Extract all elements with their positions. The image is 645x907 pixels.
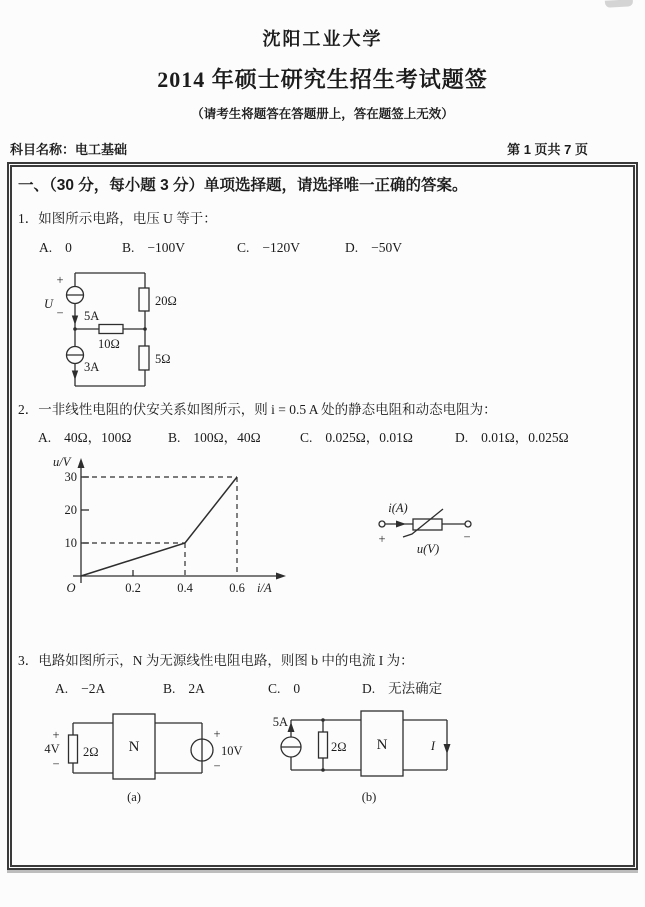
q3a-caption: (a) xyxy=(127,790,141,805)
question-3-text: 3．电路如图所示，N 为无源线性电阻电路，则图 b 中的电流 I 为： xyxy=(18,652,414,668)
page-number: 第 1 页共 7 页 xyxy=(507,142,588,157)
q1-current-source-3a-icon xyxy=(67,346,84,380)
q3a-source-plus: + xyxy=(213,727,221,742)
q3b-source-current-label: 5A xyxy=(272,715,288,730)
q1-source-u-label: U xyxy=(44,296,54,311)
q3a-source-label: 10V xyxy=(221,744,243,759)
q3-option-c: C. 0 xyxy=(268,681,301,697)
q3a-plus-label: + xyxy=(52,728,60,743)
q3-option-a: A. −2A xyxy=(55,681,106,697)
q3b-resistor-label: 2Ω xyxy=(331,740,347,755)
q3-option-b: B. 2A xyxy=(163,681,205,697)
q1-option-b: B. −100V xyxy=(122,239,186,255)
question-1-options xyxy=(12,238,625,257)
q3b-out-current-label: I xyxy=(430,739,436,754)
q3b-node-top xyxy=(321,718,325,722)
q2-device-minus: − xyxy=(463,529,471,544)
q1-option-d: D. −50V xyxy=(345,239,402,255)
q2-option-a: A. 40Ω，100Ω xyxy=(38,429,132,445)
page-header xyxy=(0,0,645,124)
q2-ytick-10: 10 xyxy=(64,535,77,550)
q3a-network-label: N xyxy=(128,739,140,756)
q2-xtick-04: 0.4 xyxy=(177,580,193,595)
q3b-resistor-icon xyxy=(319,732,328,758)
question-3 xyxy=(12,651,625,806)
q1-plus-label: + xyxy=(56,272,64,287)
q3a-resistor-icon xyxy=(69,735,78,763)
q1-option-a: A. 0 xyxy=(39,239,72,255)
question-2 xyxy=(12,400,625,605)
q3-option-d: D. 无法确定 xyxy=(362,681,443,697)
exam-note: （请考生将题答在答题册上，答在题签上无效） xyxy=(191,107,454,121)
q3-circuit-a-diagram xyxy=(40,706,250,806)
q2-option-d: D. 0.01Ω，0.025Ω xyxy=(455,429,569,445)
q1-circuit-diagram xyxy=(40,263,250,395)
q2-origin-label: O xyxy=(66,580,76,595)
question-3-options xyxy=(12,679,625,698)
q2-xtick-06: 0.6 xyxy=(229,580,245,595)
q2-ytick-30: 30 xyxy=(64,469,77,484)
q1-resistor-top-label: 20Ω xyxy=(155,293,177,308)
q2-device-voltage-label: u(V) xyxy=(416,541,440,556)
q3a-resistor-label: 2Ω xyxy=(83,745,99,760)
question-1 xyxy=(12,209,625,394)
q1-minus-label: − xyxy=(56,305,64,320)
q1-current2-label: 3A xyxy=(84,359,100,374)
q1-current1-label: 5A xyxy=(84,308,100,323)
q3a-voltage-label: 4V xyxy=(44,742,60,757)
q2-device-plus: + xyxy=(378,531,386,546)
university-name: 沈阳工业大学 xyxy=(262,29,383,49)
q2-vi-characteristic-graph xyxy=(45,453,315,605)
meta-row xyxy=(0,140,645,162)
q2-nonlinear-resistor-symbol xyxy=(365,499,500,561)
q2-xlabel: i/A xyxy=(257,580,272,595)
q2-device-current-label: i(A) xyxy=(388,500,408,515)
content-box xyxy=(7,162,638,870)
exam-title: 2014 年硕士研究生招生考试题签 xyxy=(157,67,488,92)
q3b-caption: (b) xyxy=(361,790,377,805)
q1-resistor-mid-label: 10Ω xyxy=(98,336,120,351)
q3-circuit-b-diagram xyxy=(272,706,467,806)
q3b-network-label: N xyxy=(376,737,388,754)
q2-option-c: C. 0.025Ω，0.01Ω xyxy=(300,429,413,445)
q2-ylabel: u/V xyxy=(53,454,71,469)
q2-dashed-guides xyxy=(83,477,237,576)
q1-node-right xyxy=(143,327,147,331)
question-2-text: 2．一非线性电阻的伏安关系如图所示，则 i = 0.5 A 处的静态电阻和动态电阻为： xyxy=(18,401,497,417)
question-2-options xyxy=(12,428,625,447)
q3b-wires xyxy=(291,720,447,770)
q3a-minus-label: − xyxy=(52,757,60,772)
q1-option-c: C. −120V xyxy=(237,239,301,255)
q2-xtick-02: 0.2 xyxy=(125,580,141,595)
q3b-node-bottom xyxy=(321,768,325,772)
q1-node-left xyxy=(73,327,77,331)
q3a-source-minus: − xyxy=(213,759,221,774)
q1-resistor-bot-label: 5Ω xyxy=(155,351,171,366)
q2-ytick-20: 20 xyxy=(64,502,77,517)
question-1-text: 1．如图所示电路，电压 U 等于： xyxy=(18,211,217,227)
subject-name: 科目名称：电工基础 xyxy=(10,142,128,157)
q2-option-b: B. 100Ω，40Ω xyxy=(168,429,261,445)
q2-vi-curve xyxy=(81,477,237,576)
section-heading: 一、（30 分，每小题 3 分）单项选择题，请选择唯一正确的答案。 xyxy=(18,177,468,194)
q3b-current-arrow xyxy=(444,744,451,754)
